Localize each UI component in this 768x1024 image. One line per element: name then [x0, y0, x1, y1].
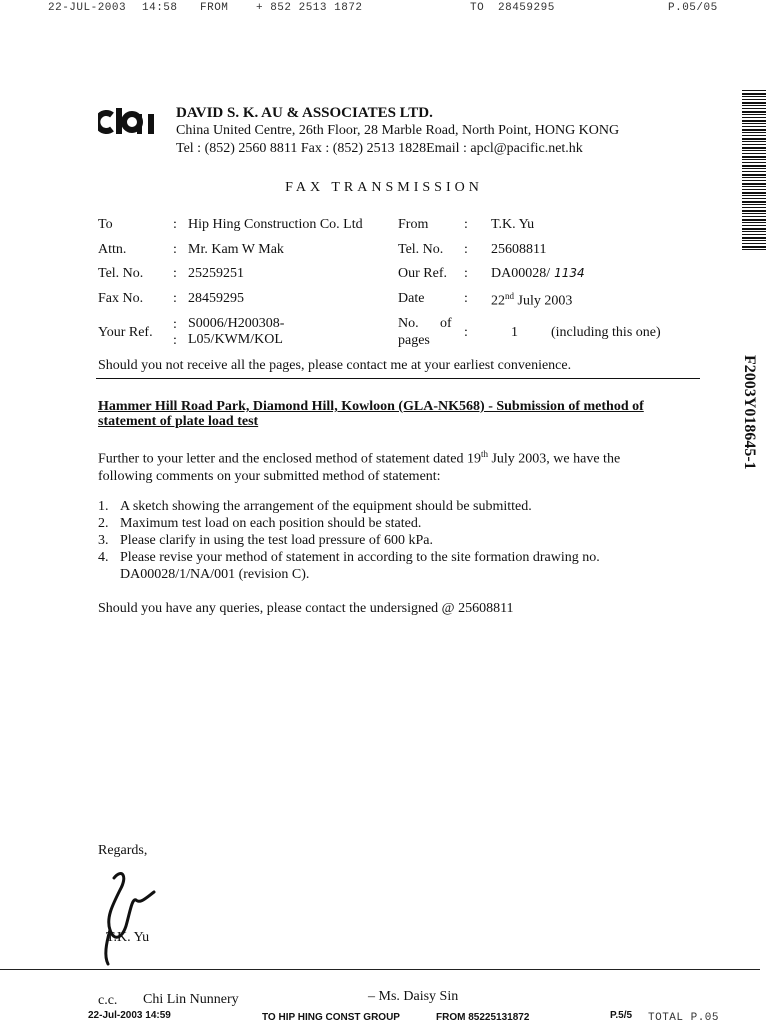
- fax-header-page: P.05/05: [668, 2, 718, 14]
- cc-recipient-2: – Ms. Daisy Sin: [368, 989, 459, 1004]
- your-ref-value-line2: L05/KWM/KOL: [188, 332, 283, 347]
- comments-list: [98, 498, 678, 583]
- fax-header-from-label: FROM: [200, 2, 229, 14]
- company-block: [176, 104, 619, 158]
- list-item-number: 1.: [98, 499, 109, 514]
- from-value: T.K. Yu: [491, 217, 535, 232]
- list-item-text: Please clarify in using the test load pressure of 600 kPa.: [120, 533, 433, 548]
- intro-sup: th: [480, 449, 488, 459]
- from-tel-value: 25608811: [491, 242, 547, 257]
- date-label: Date: [398, 291, 425, 306]
- list-item: [98, 498, 678, 515]
- our-ref-value: [491, 266, 585, 282]
- signatory-name: T.K. Yu: [106, 930, 150, 945]
- fax-header-time: 14:58: [142, 2, 178, 14]
- from-colon: :: [464, 217, 468, 232]
- from-label: From: [398, 217, 429, 232]
- list-item: [98, 549, 678, 583]
- to-label: To: [98, 217, 113, 232]
- pages-label-pages: pages: [398, 333, 430, 348]
- cc-label: c.c.: [98, 993, 118, 1008]
- list-item-text: A sketch showing the arrangement of the equipment should be submitted.: [120, 499, 532, 514]
- company-address: China United Centre, 26th Floor, 28 Marble Road, North Point, HONG KONG: [176, 123, 620, 138]
- pages-value: 1: [511, 325, 518, 340]
- attn-value: Mr. Kam W Mak: [188, 242, 284, 257]
- from-tel-colon: :: [464, 242, 468, 257]
- your-ref-value-line1: S0006/H200308-: [188, 316, 285, 331]
- closing-query: Should you have any queries, please contact the undersigned @ 25608811: [98, 601, 514, 616]
- fax-header-date: 22-JUL-2003: [48, 2, 127, 14]
- document-title: FAX TRANSMISSION: [285, 180, 483, 195]
- fax-header-to-number: 28459295: [498, 2, 555, 14]
- fax-label: Fax No.: [98, 291, 144, 306]
- pages-colon: :: [464, 325, 468, 340]
- intro-text-2: July 2003, we have the following comments on your submitted method of statement:: [98, 451, 621, 484]
- company-name: DAVID S. K. AU & ASSOCIATES LTD.: [176, 105, 433, 121]
- signature: [92, 868, 172, 968]
- pages-label-no: No.: [398, 316, 419, 331]
- vertical-file-ref: F2003Y018645-1: [741, 355, 758, 470]
- fax-colon: :: [173, 291, 177, 306]
- footer-date-time: 22-Jul-2003 14:59: [88, 1010, 171, 1021]
- list-item-number: 2.: [98, 516, 109, 531]
- footer-divider: [0, 969, 760, 970]
- intro-paragraph: [98, 446, 678, 485]
- company-logo: [98, 107, 160, 135]
- date-suffix: nd: [505, 291, 514, 301]
- fax-header-to-label: TO: [470, 2, 485, 14]
- date-rest: July 2003: [514, 293, 573, 309]
- our-ref-label: Our Ref.: [398, 266, 447, 281]
- tel-label: Tel. No.: [98, 266, 144, 281]
- date-day: 22: [491, 293, 505, 309]
- list-item-number: 4.: [98, 550, 109, 565]
- our-ref-handwritten: 1134: [554, 266, 585, 280]
- footer-page: P.5/5: [610, 1010, 633, 1021]
- to-value: Hip Hing Construction Co. Ltd: [188, 217, 363, 232]
- our-ref-printed: DA00028/: [491, 266, 551, 281]
- fax-value: 28459295: [188, 291, 244, 306]
- tel-value: 25259251: [188, 266, 244, 281]
- list-item-number: 3.: [98, 533, 109, 548]
- cc-recipient-1: Chi Lin Nunnery: [143, 992, 239, 1007]
- date-colon: :: [464, 291, 468, 306]
- your-ref-label: Your Ref.: [98, 325, 153, 340]
- footer-to: TO HIP HING CONST GROUP: [262, 1012, 400, 1023]
- pages-note: (including this one): [551, 325, 661, 340]
- company-contact: Tel : (852) 2560 8811 Fax : (852) 2513 1828Email : apcl@pacific.net.hk: [176, 141, 583, 156]
- header-divider: [96, 378, 700, 379]
- our-ref-colon: :: [464, 266, 468, 281]
- attn-label: Attn.: [98, 242, 127, 257]
- list-item: [98, 532, 678, 549]
- list-item-text: Maximum test load on each position should be stated.: [120, 516, 422, 531]
- your-ref-colon-2: :: [173, 333, 177, 348]
- your-ref-colon-1: :: [173, 317, 177, 332]
- fax-header-from-number: + 852 2513 1872: [256, 2, 363, 14]
- intro-text-1: Further to your letter and the enclosed method of statement dated 19: [98, 451, 481, 467]
- to-colon: :: [173, 217, 177, 232]
- regards: Regards,: [98, 843, 148, 858]
- pages-label-of: of: [440, 316, 452, 331]
- attn-colon: :: [173, 242, 177, 257]
- footer-total: TOTAL P.05: [648, 1012, 720, 1024]
- list-item: [98, 515, 678, 532]
- from-tel-label: Tel. No.: [398, 242, 444, 257]
- list-item-text: Please revise your method of statement in according to the site formation drawing no. DA00028/1/NA/001 (revision C).: [120, 550, 600, 582]
- subject-line: Hammer Hill Road Park, Diamond Hill, Kowloon (GLA-NK568) - Submission of method of statement of plate load test: [98, 399, 644, 429]
- tel-colon: :: [173, 266, 177, 281]
- delivery-notice: Should you not receive all the pages, please contact me at your earliest convenience.: [98, 358, 572, 373]
- date-value: [491, 291, 572, 310]
- barcode: [742, 90, 766, 250]
- footer-from: FROM 85225131872: [436, 1012, 530, 1023]
